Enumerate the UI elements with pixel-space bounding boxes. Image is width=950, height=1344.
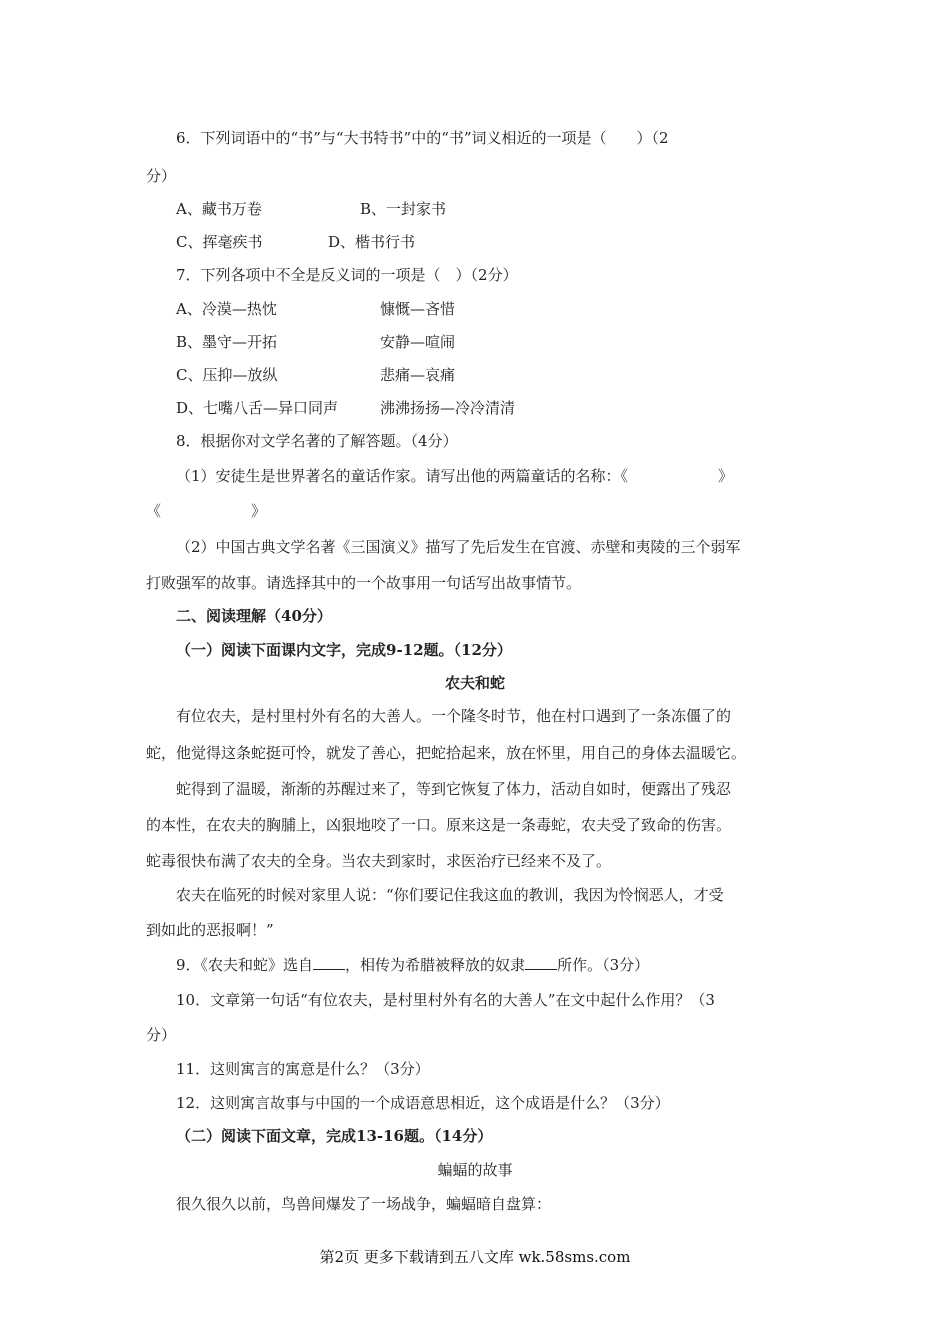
story-para3-line2: 到如此的恶报啊！” — [146, 921, 274, 939]
q7-option-b-2: 安静—喧闹 — [380, 333, 456, 351]
q6-option-d: D、楷书行书 — [328, 233, 416, 251]
q9 — [176, 955, 649, 975]
story-para1-line1: 有位农夫，是村里村外有名的大善人。一个隆冬时节，他在村口遇到了一条冻僵了的 — [176, 707, 732, 725]
q6-option-b: B、一封家书 — [360, 200, 447, 218]
q7-option-a-1: A、冷漠—热忱 — [176, 300, 277, 318]
q8-part2-cont: 打败强军的故事。请选择其中的一个故事用一句话写出故事情节。 — [146, 574, 582, 592]
q8-stem: 8．根据你对文学名著的了解答题。（4分） — [176, 432, 458, 450]
part-two-heading: （二）阅读下面文章，完成13-16题。（14分） — [176, 1127, 493, 1145]
q12: 12．这则寓言故事与中国的一个成语意思相近，这个成语是什么？（3分） — [176, 1094, 670, 1112]
q9-text-c: 所作。（3分） — [557, 956, 650, 974]
q6-stem-cont: 分） — [146, 167, 177, 185]
q9-blank-1[interactable] — [313, 955, 345, 970]
story-para2-line3: 蛇毒很快布满了农夫的全身。当农夫到家时，求医治疗已经来不及了。 — [146, 852, 612, 870]
q10: 10．文章第一句话“有位农夫，是村里村外有名的大善人”在文中起什么作用？（3 — [176, 991, 715, 1009]
section-title: 二、阅读理解（40分） — [176, 607, 332, 625]
q6-option-c: C、挥毫疾书 — [176, 233, 263, 251]
page-footer: 第2页 更多下载请到五八文库 wk.58sms.com — [319, 1248, 631, 1266]
q9-text-b: ，相传为希腊被释放的奴隶 — [345, 956, 526, 974]
q9-text-a: 9．《农夫和蛇》选自 — [176, 956, 314, 974]
q6-stem: 6．下列词语中的“书”与“大书特书”中的“书”词义相近的一项是（ ）（2 — [176, 129, 669, 147]
q9-blank-2[interactable] — [525, 955, 557, 970]
q7-option-a-2: 慷慨—吝惜 — [380, 300, 456, 318]
story-para1-line2: 蛇，他觉得这条蛇挺可怜，就发了善心，把蛇拾起来，放在怀里，用自己的身体去温暖它。 — [146, 744, 747, 762]
q7-option-d-1: D、七嘴八舌—异口同声 — [176, 399, 339, 417]
q7-option-b-1: B、墨守—开拓 — [176, 333, 278, 351]
q8-part2: （2）中国古典文学名著《三国演义》描写了先后发生在官渡、赤壁和夷陵的三个弱军 — [176, 538, 741, 556]
q10-cont: 分） — [146, 1026, 177, 1044]
story-para2-line1: 蛇得到了温暖，渐渐的苏醒过来了，等到它恢复了体力，活动自如时，便露出了残忍 — [176, 780, 732, 798]
story-para2-line2: 的本性，在农夫的胸脯上，凶狠地咬了一口。原来这是一条毒蛇，农夫受了致命的伤害。 — [146, 816, 732, 834]
story-title: 农夫和蛇 — [444, 674, 505, 692]
q11: 11．这则寓言的寓意是什么？（3分） — [176, 1060, 430, 1078]
q8-part1-cont: 《 》 — [146, 502, 267, 520]
story2-line1: 很久很久以前，鸟兽间爆发了一场战争，蝙蝠暗自盘算： — [176, 1195, 552, 1213]
q7-option-c-2: 悲痛—哀痛 — [380, 366, 456, 384]
part-one-heading: （一）阅读下面课内文字，完成9-12题。（12分） — [176, 641, 512, 659]
story2-title: 蝙蝠的故事 — [437, 1161, 513, 1179]
q7-option-d-2: 沸沸扬扬—冷冷清清 — [380, 399, 516, 417]
q7-option-c-1: C、压抑—放纵 — [176, 366, 278, 384]
q8-part1: （1）安徒生是世界著名的童话作家。请写出他的两篇童话的名称：《 》 — [176, 467, 734, 485]
story-para3-line1: 农夫在临死的时候对家里人说：“你们要记住我这血的教训，我因为怜悯恶人，才受 — [176, 886, 724, 904]
q7-stem: 7．下列各项中不全是反义词的一项是（ ）（2分） — [176, 266, 518, 284]
q6-option-a: A、藏书万卷 — [176, 200, 262, 218]
